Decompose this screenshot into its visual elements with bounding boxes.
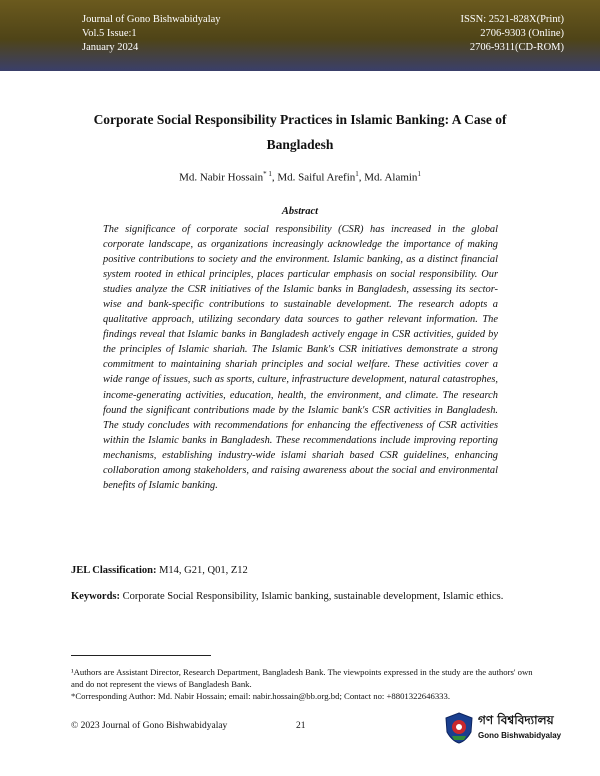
author-name: Md. Saiful Arefin	[277, 171, 356, 184]
author-mark: * 1	[263, 170, 272, 178]
abstract-heading: Abstract	[281, 206, 319, 217]
journal-volume: Vol.5 Issue:1	[82, 28, 137, 39]
abstract-text: The significance of corporate social responsibility (CSR) has increased in the global corporate landscape, as organizations increasingly acknowledge the importance of making positive contributions to society and the environment. Islamic banking, as a distinct financial system rooted in ethical principles, places particular emphasis on social responsibility. Our studies analyze the CSR initiatives of the Islamic banks in Bangladesh, assessing its sector-wise and bank-specific contributions to sustainable development. The research adopts a qualitative approach, utilizing secondary data sources to gather relevant information. The findings reveal that Islamic banks in Bangladesh actively engage in CSR activities, guided by the principles of Islamic shariah. The Islamic Bank's CSR initiatives demonstrate a strong commitment to maintaining shariah principles and social welfare. These activities cover a wide range of issues, such as sports, culture, infrastructure development, natural catastrophes, income-generating activities, education, health, the environment, and climate. The research found the significant contributions made by the Islamic bank's CSR activities in Bangladesh. The study concludes with recommendations for enhancing the effectiveness of CSR activities within the Islamic banks in Bangladesh. These recommendations include improving reporting mechanisms, establishing industry-wide islami shariah based CSR guidelines, enhancing collaboration among stakeholders, and raising awareness about the social and environmental benefits of Islamic banking.	[103, 224, 498, 491]
footnote-affiliation: ¹Authors are Assistant Director, Research Department, Bangladesh Bank. The viewpoints expressed in the study are the authors' own and do not represent the views of Bangladesh Bank.	[71, 667, 533, 689]
author-mark: 1	[417, 170, 421, 178]
issn-online: 2706-9303 (Online)	[480, 28, 564, 39]
article-title: Corporate Social Responsibility Practices in Islamic Banking: A Case of Bangladesh	[93, 112, 507, 152]
footnote-divider	[71, 655, 211, 656]
copyright-notice: © 2023 Journal of Gono Bishwabidyalay	[71, 721, 228, 731]
issn-print: ISSN: 2521-828X(Print)	[460, 14, 564, 25]
author-list: Md. Nabir Hossain$^{* 1}$, Md. Saiful Arefin$^1$, Md. Alamin$^1$	[179, 170, 421, 184]
logo-english-text: Gono Bishwabidyalay	[478, 731, 562, 740]
journal-info	[82, 13, 221, 55]
keywords	[71, 591, 503, 602]
jel-classification	[71, 565, 248, 576]
author-mark: 1	[355, 170, 359, 178]
journal-name: Journal of Gono Bishwabidyalay	[82, 14, 221, 25]
journal-header-band	[0, 0, 600, 71]
university-emblem-icon	[444, 712, 474, 744]
keywords-text: Corporate Social Responsibility, Islamic banking, sustainable development, Islamic ethics.	[122, 591, 504, 602]
author-name: Md. Nabir Hossain	[179, 171, 264, 184]
issn-cdrom: 2706-9311(CD-ROM)	[469, 42, 564, 53]
university-logo	[444, 710, 584, 746]
footnotes	[71, 666, 541, 702]
logo-bangla-text: গণ বিশ্ববিদ্যালয়	[478, 713, 554, 727]
jel-label: JEL Classification:	[71, 565, 157, 576]
keywords-label: Keywords:	[71, 591, 120, 602]
author-name: Md. Alamin	[364, 171, 418, 184]
jel-codes: M14, G21, Q01, Z12	[159, 565, 248, 576]
journal-date: January 2024	[82, 42, 139, 53]
footnote-corresponding-author: *Corresponding Author: Md. Nabir Hossain; email: nabir.hossain@bb.org.bd; Contact no: +8801322646333.	[71, 691, 451, 701]
page-number: 21	[296, 721, 306, 731]
issn-info	[460, 13, 564, 55]
